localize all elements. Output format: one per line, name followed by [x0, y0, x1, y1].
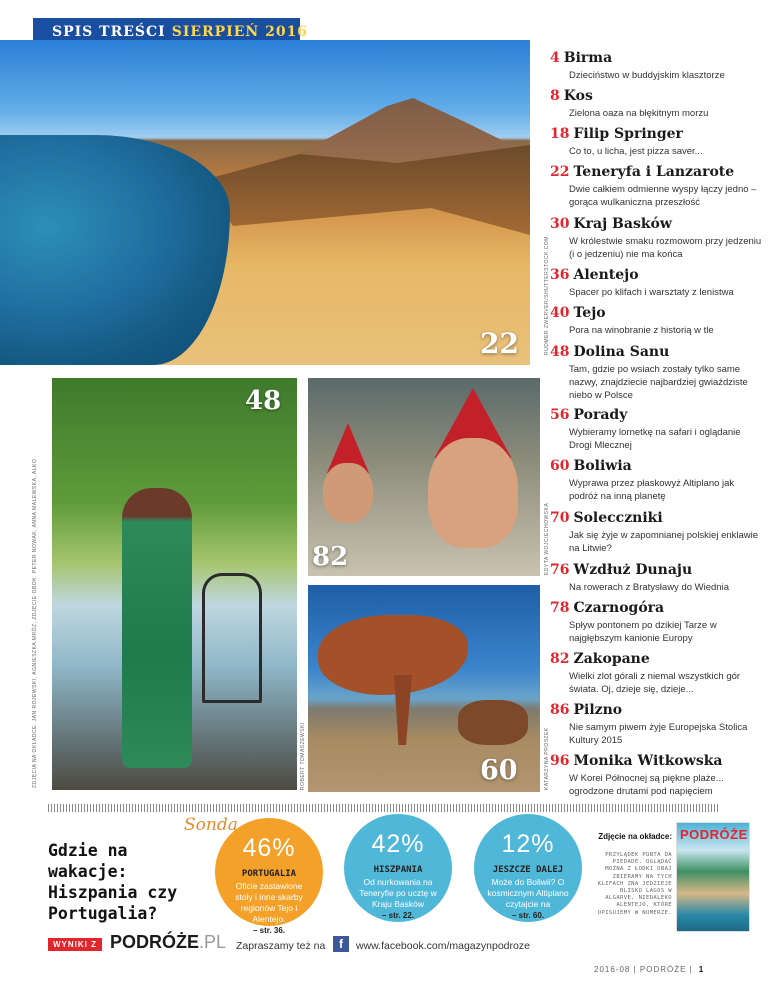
magazine-cover[interactable] — [676, 822, 750, 932]
sonda-label: Sonda — [184, 815, 238, 835]
toc-item[interactable]: 56 Porady Wybieramy lornetkę na safari i oglądanie Drogi Mlecznej — [550, 407, 741, 451]
toc-item[interactable]: 30 Kraj Basków W królestwie smaku rozmowom przy jedzeniu (i o jedzeniu) nie ma końca — [550, 216, 762, 260]
page-number: 1 — [698, 965, 705, 974]
toc-item[interactable]: 8 Kos Zielona oaza na błękitnym morzu — [550, 88, 709, 119]
toc-item[interactable]: 86 Pilzno Nie samym piwem żyje Europejska Stolica Kultury 2015 — [550, 702, 748, 746]
toc-item[interactable]: 70 Solecczniki Jak się żyje w zapomnianej polskiej enklawie na Litwie? — [550, 510, 759, 554]
photo-number-mid: 82 — [312, 542, 349, 572]
face-shape-2 — [323, 463, 373, 523]
toc-item[interactable]: 78 Czarnogóra Spływ pontonem po dzikiej Tarze w najgłębszym kanionie Europy — [550, 600, 717, 644]
page-title — [52, 24, 308, 40]
toc-item[interactable]: 48 Dolina Sanu Tam, gdzie po wsiach zostały tylko same nazwy, znajdziecie najbardziej gwiaździste niebo w Polsce — [550, 344, 748, 401]
photo-number-big: 22 — [480, 327, 519, 360]
poll-answer-portugalia[interactable]: 46% PORTUGALIA Oficie zastawione stoły i inne skarby regionów Tejo i Alentejo. – str. 36. — [215, 818, 323, 926]
toc-item[interactable]: 36 Alentejo Spacer po klifach i warsztaty z lenistwa — [550, 267, 734, 298]
results-label: WYNIKI Z — [48, 938, 102, 951]
facebook-icon[interactable]: f — [333, 936, 349, 952]
toc-item[interactable]: 76 Wzdłuż Dunaju Na rowerach z Bratysławy do Wiednia — [550, 562, 729, 593]
photo-credit-left2: ROBERT TOMASZEWSKI — [300, 722, 306, 790]
rock-shape — [318, 615, 468, 695]
photo-woman-river[interactable] — [52, 378, 297, 790]
face-shape — [428, 438, 518, 548]
toc-item[interactable]: 22 Teneryfa i Lanzarote Dwie całkiem odmienne wyspy łączy jedno – gorąca wulkaniczna przeszłość — [550, 164, 757, 208]
photo-credit-bottom: KATARZYNA PROSZEK — [544, 727, 550, 790]
photo-credit-big: RUDMER.ZWERVER/SHUTTERSTOCK.COM — [544, 236, 550, 355]
toc-item[interactable]: 18 Filip Springer Co to, u licha, jest pizza saver... — [550, 126, 703, 157]
cover-description: PRZYLĄDEK PONTA DA PIEDADE. OGLĄDAĆ MOŻNA Z ŁODKI OBAJ ZBIERAMY NA TYCH KLIFACH ZNA JEDZIEJE BLISKO LAGOS W ALGARVE, NIEDALEKO ALENTEJO, KTÓRE OPISUJEMY W NUMERZE. — [597, 852, 672, 916]
woman-figure — [122, 488, 192, 768]
header-issue: SIERPIEŃ 2016 — [171, 24, 309, 40]
sea-shape — [0, 135, 230, 365]
photo-credit-mid: EDYTA WOJCIECHOWSKA — [544, 502, 550, 575]
facebook-prefix: Zapraszamy też na — [236, 940, 326, 952]
toc-item[interactable]: 96 Monika Witkowska W Korei Północnej są piękne plaże... ogrodzone drutami pod napięciem — [550, 753, 724, 797]
toc-item[interactable]: 82 Zakopane Wielki zlot górali z niemal wszystkich gór świata. Oj, dzieje się, dzieje... — [550, 651, 741, 695]
dashed-divider — [48, 804, 718, 812]
brand-logo[interactable]: PODRÓŻE.PL — [110, 932, 227, 952]
toc-item[interactable]: 60 Boliwia Wyprawa przez płaskowyż Altiplano jak podróż na inną planetę — [550, 458, 735, 502]
toc-item[interactable]: 40 Tejo Pora na winobranie z historią w tle — [550, 305, 714, 336]
photo-number-bottom: 60 — [480, 755, 518, 786]
facebook-url[interactable]: www.facebook.com/magazynpodroze — [356, 940, 530, 952]
page-footer: 2016-08 | PODRÓŻE | 1 — [594, 965, 705, 974]
poll-answer-hiszpania[interactable]: 42% HISZPANIA Od nurkowania na Teneryfie po ucztę w Kraju Basków – str. 22. — [344, 814, 452, 922]
cover-title: PODRÓŻE — [680, 827, 748, 842]
photo-credit-left: ZDJĘCIA NA OKŁADCE: JAN ROJEWSKI, AGNIESZKA MRÓZ; ZDJĘCIE OBOK: PETER NOWAK; ANNA MALEWSKA, ALKO — [32, 458, 38, 788]
chair-shape — [202, 573, 262, 703]
cover-label: Zdjęcie na okładce: — [598, 832, 672, 841]
toc-item[interactable]: 4 Birma Dzieciństwo w buddyjskim klasztorze — [550, 50, 725, 81]
rock-shape-2 — [458, 700, 528, 745]
photo-lanzarote-beach[interactable] — [0, 40, 530, 365]
poll-answer-dalej[interactable]: 12% JESZCZE DALEJ Może do Boliwii? O kosmicznym Altiplano czytajcie na – str. 60. — [474, 814, 582, 922]
poll-question: Gdzie na wakacje: Hiszpania czy Portugalia? — [48, 841, 178, 923]
header-title: SPIS TREŚCI — [52, 24, 166, 40]
photo-number-left: 48 — [245, 386, 282, 416]
